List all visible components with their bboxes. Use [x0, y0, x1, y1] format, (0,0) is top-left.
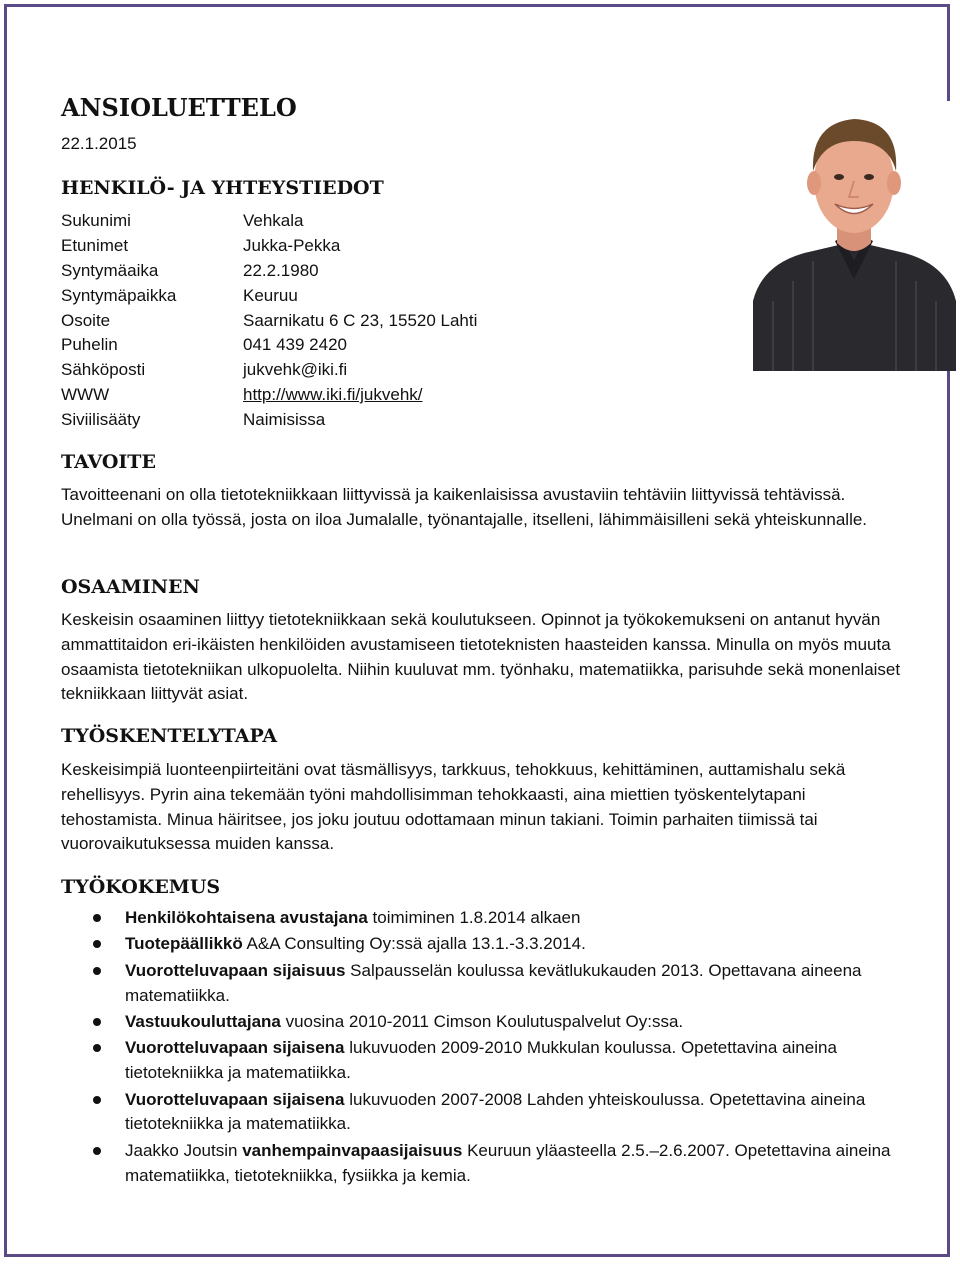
item-details: Salpausselän koulussa kevätlukukauden 2013. Opettavana aineena matematiikka. — [125, 960, 862, 1005]
experience-list — [61, 906, 911, 1190]
info-row-marital-status — [61, 407, 477, 432]
item-role: Vuorotteluvapaan sijaisena — [125, 1038, 345, 1058]
info-row-address — [61, 308, 477, 333]
experience-item — [61, 906, 911, 931]
document-date: 22.1.2015 — [61, 134, 137, 153]
info-value: Keuruu — [243, 285, 298, 305]
info-label: Osoite — [61, 310, 111, 330]
info-value: Jukka-Pekka — [243, 236, 341, 256]
workstyle-text: Keskeisimpiä luonteenpiirteitäni ovat täsmällisyys, tarkkuus, tehokkuus, kehittäminen, auttamishalu sekä rehellisyys. Pyrin aina tekemään työni mahdollisimman tehokkaasti, aina miettien työskentelytapani tehostamista. Minua häiritsee, jos joku joutuu odottamaan minun takiani. Toimin parhaiten tiimissä tai vuorovaikutuksessa muiden kanssa. — [61, 760, 846, 854]
info-value: Saarnikatu 6 C 23, 15520 Lahti — [243, 310, 478, 330]
goal-text: Tavoitteenani on olla tietotekniikkaan liittyvissä ja kaikenlaisissa avustaviin tehtäviin liittyvissä tehtävissä. Unelmani on olla työssä, josta on iloa Jumalalle, työnantajalle, itselleni, lähimmäisilleni sekä yhteiskunnalle. — [61, 485, 868, 529]
cv-page — [4, 4, 950, 1257]
item-details: toimiminen 1.8.2014 alkaen — [367, 908, 581, 927]
info-label: Sukunimi — [61, 211, 131, 231]
item-role: Vuorotteluvapaan sijaisuus — [125, 960, 346, 980]
info-row-surname — [61, 209, 477, 234]
item-role: vanhempainvapaasijaisuus — [242, 1140, 463, 1160]
info-label: Puhelin — [61, 335, 118, 355]
info-value: 041 439 2420 — [243, 335, 347, 355]
item-details: Keuruun yläasteella 2.5.–2.6.2007. Opetettavina aineina matematiikka, tietotekniikka, fysiikka ja kemia. — [125, 1140, 891, 1185]
bullet-icon — [93, 1096, 101, 1104]
personal-info-table — [61, 209, 477, 432]
info-row-phone — [61, 333, 477, 358]
experience-item — [61, 1036, 911, 1086]
website-link[interactable]: http://www.iki.fi/jukvehk/ — [243, 384, 423, 404]
goal-heading: TAVOITE — [61, 451, 156, 473]
bullet-icon — [93, 1018, 101, 1026]
bullet-icon — [93, 940, 101, 948]
skills-heading: OSAAMINEN — [61, 576, 200, 598]
info-value: jukvehk@iki.fi — [243, 360, 348, 380]
profile-photo — [753, 101, 956, 371]
info-row-www — [61, 383, 477, 408]
bullet-icon — [93, 1044, 101, 1052]
item-prefix: Jaakko Joutsin — [125, 1140, 243, 1160]
item-details: lukuvuoden 2009-2010 Mukkulan koulussa. Opetettavina aineina tietotekniikka ja matematiikka. — [125, 1038, 837, 1083]
info-row-birthplace — [61, 283, 477, 308]
item-details: vuosina 2010-2011 Cimson Koulutuspalvelut Oy:ssa. — [280, 1011, 684, 1031]
document-title: ANSIOLUETTELO — [61, 93, 297, 122]
experience-item — [61, 1010, 911, 1035]
item-role: Henkilökohtaisena avustajana — [125, 908, 368, 927]
bullet-icon — [93, 1147, 101, 1155]
info-value: Vehkala — [243, 211, 304, 231]
info-value: Naimisissa — [243, 409, 326, 429]
item-role: Tuotepäällikkö — [125, 934, 243, 954]
bullet-icon — [93, 967, 101, 975]
experience-item — [61, 932, 911, 957]
experience-item — [61, 1088, 911, 1138]
experience-item — [61, 959, 911, 1009]
info-label: Syntymäpaikka — [61, 285, 177, 305]
info-label: Etunimet — [61, 236, 129, 256]
skills-text: Keskeisin osaaminen liittyy tietotekniikkaan sekä koulutukseen. Opinnot ja työkokemukseni on antanut hyvän ammattitaidon eri-ikäisten henkilöiden avustamiseen tietoteknisten haasteiden kanssa. Minulla on myös muuta osaamista tietotekniikan ulkopuolelta. Niihin kuuluvat mm. työnhaku, matematiikka, parisuhde sekä monenlaiset tekniikkaan liittyvät asiat. — [61, 610, 901, 704]
item-role: Vastuukouluttajana — [125, 1011, 281, 1031]
item-details: A&A Consulting Oy:ssä ajalla 13.1.-3.3.2014. — [242, 934, 586, 954]
item-role: Vuorotteluvapaan sijaisena — [125, 1089, 345, 1109]
item-details: lukuvuoden 2007-2008 Lahden yhteiskoulussa. Opetettavina aineina tietotekniikka ja matematiikka. — [125, 1089, 866, 1134]
info-row-birthdate — [61, 259, 477, 284]
workstyle-heading: TYÖSKENTELYTAPA — [61, 725, 278, 747]
personal-heading: HENKILÖ- JA YHTEYSTIEDOT — [61, 177, 384, 199]
bullet-icon — [93, 914, 101, 922]
info-row-email — [61, 358, 477, 383]
experience-heading: TYÖKOKEMUS — [61, 876, 221, 898]
info-label: WWW — [61, 384, 110, 404]
info-label: Syntymäaika — [61, 260, 159, 280]
info-label: Sähköposti — [61, 360, 146, 380]
info-row-firstnames — [61, 234, 477, 259]
info-label: Siviilisääty — [61, 409, 141, 429]
experience-item — [61, 1139, 911, 1189]
info-value: 22.2.1980 — [243, 260, 319, 280]
